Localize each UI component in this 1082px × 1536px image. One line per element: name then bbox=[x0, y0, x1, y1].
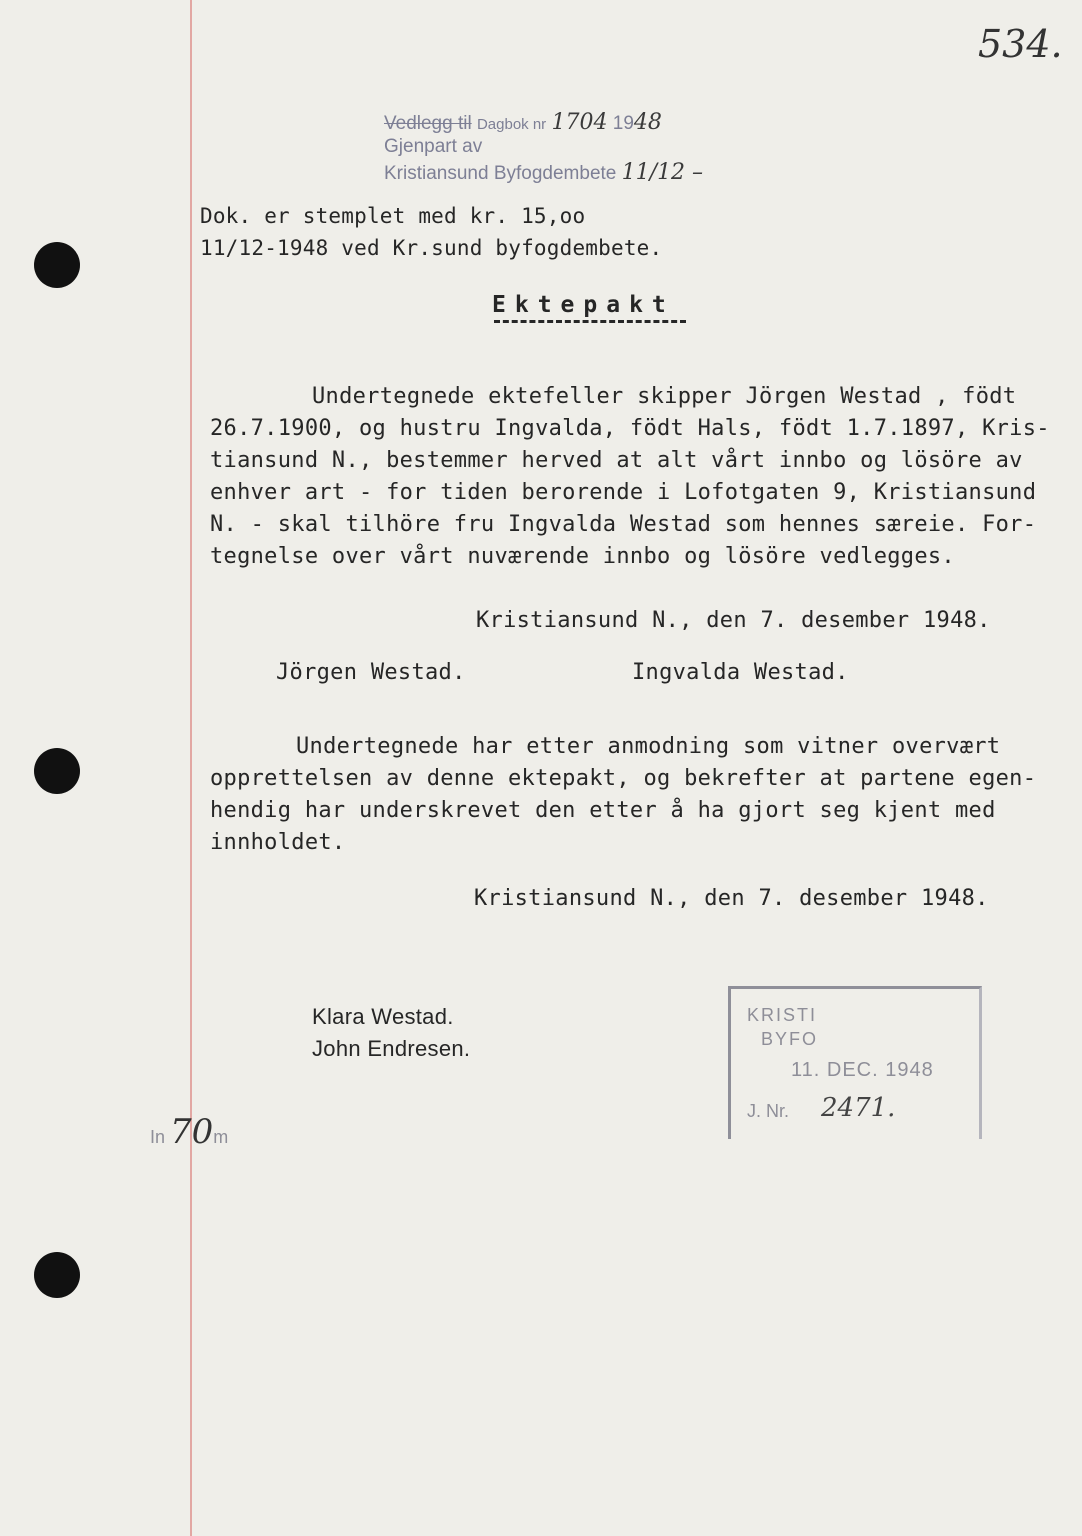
margin-note-number: 70 bbox=[170, 1112, 214, 1152]
paragraph2-line: Undertegnede har etter anmodning som vitner overvært bbox=[296, 734, 1001, 759]
margin-note-suffix: m bbox=[213, 1127, 229, 1147]
journal-year-suffix: 48 bbox=[633, 110, 662, 135]
paragraph1-line: enhver art - for tiden berorende i Lofotgaten 9, Kristiansund bbox=[210, 480, 1037, 505]
journal-stamp-dagbok: Dagbok nr bbox=[476, 116, 547, 133]
paragraph1-line: tiansund N., bestemmer herved at alt vårt innbo og lösöre av bbox=[210, 448, 1023, 473]
registration-stamp-line2: BYFO bbox=[761, 1029, 819, 1049]
witness-klara: Klara Westad. bbox=[312, 1004, 454, 1029]
journal-stamp-struck: Vedlegg til bbox=[384, 113, 472, 134]
document-title: Ektepakt bbox=[492, 292, 675, 318]
journal-stamp-date: 11/12 – bbox=[621, 160, 704, 185]
place-date-1: Kristiansund N., den 7. desember 1948. bbox=[476, 608, 991, 633]
punch-hole bbox=[34, 748, 80, 794]
punch-hole bbox=[34, 1252, 80, 1298]
punch-hole bbox=[34, 242, 80, 288]
journal-stamp-line1 bbox=[384, 110, 662, 135]
paragraph2-line: innholdet. bbox=[210, 830, 346, 855]
place-date-2: Kristiansund N., den 7. desember 1948. bbox=[474, 886, 989, 911]
registration-stamp-line1: KRISTI bbox=[747, 1005, 818, 1025]
witness-john: John Endresen. bbox=[312, 1036, 471, 1061]
journal-number: 1704 bbox=[551, 110, 608, 135]
journal-stamp-line2: Gjenpart av bbox=[384, 136, 483, 157]
signature-jorgen: Jörgen Westad. bbox=[276, 660, 466, 685]
journal-stamp-line3 bbox=[384, 160, 703, 185]
registration-stamp bbox=[728, 986, 982, 1139]
title-underline bbox=[494, 320, 686, 323]
paragraph1-line: N. - skal tilhöre fru Ingvalda Westad som hennes særeie. For- bbox=[210, 512, 1037, 537]
paragraph1-line: Undertegnede ektefeller skipper Jörgen Westad , födt bbox=[312, 384, 1017, 409]
journal-year-prefix: 19 bbox=[612, 113, 634, 134]
registration-stamp-no-label: J. Nr. bbox=[747, 1101, 790, 1121]
signature-ingvalda: Ingvalda Westad. bbox=[632, 660, 849, 685]
stamp-note-line2: 11/12-1948 ved Kr.sund byfogdembete. bbox=[200, 236, 663, 260]
margin-line bbox=[190, 0, 192, 1536]
paragraph2-line: opprettelsen av denne ektepakt, og bekrefter at partene egen- bbox=[210, 766, 1037, 791]
registration-stamp-no-value: 2471. bbox=[821, 1093, 896, 1123]
margin-note bbox=[150, 1112, 228, 1152]
stamp-note-line1: Dok. er stemplet med kr. 15,oo bbox=[200, 204, 586, 228]
paragraph1-line: 26.7.1900, og hustru Ingvalda, födt Hals, födt 1.7.1897, Kris- bbox=[210, 416, 1050, 441]
paragraph2-line: hendig har underskrevet den etter å ha gjort seg kjent med bbox=[210, 798, 996, 823]
journal-stamp-office: Kristiansund Byfogdembete bbox=[384, 163, 617, 184]
paragraph1-line: tegnelse over vårt nuværende innbo og lösöre vedlegges. bbox=[210, 544, 955, 569]
margin-note-prefix: In bbox=[150, 1127, 166, 1147]
page-number: 534. bbox=[978, 22, 1063, 66]
registration-stamp-date: 11. DEC. 1948 bbox=[791, 1059, 934, 1081]
